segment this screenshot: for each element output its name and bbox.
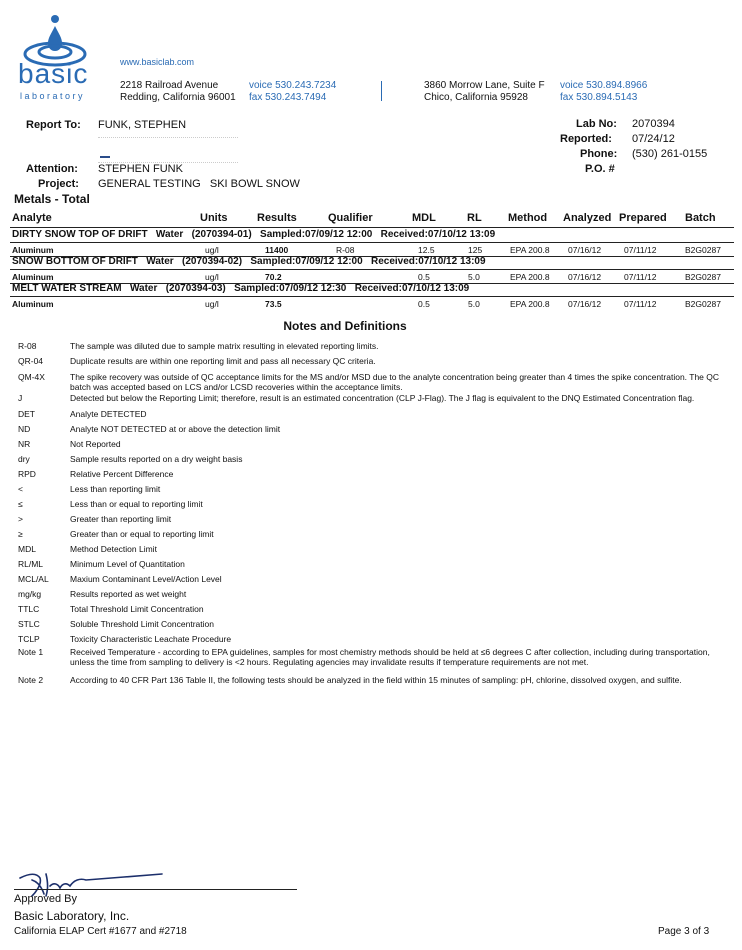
logo-word: basic xyxy=(18,58,89,89)
cell-analyte: Aluminum xyxy=(12,245,54,255)
note-row xyxy=(0,439,742,453)
cell-batch: B2G0287 xyxy=(685,245,721,255)
attention-label: Attention: xyxy=(26,163,78,175)
note-row xyxy=(0,469,742,483)
report-to-label: Report To: xyxy=(26,119,81,131)
report-to-value: FUNK, STEPHEN xyxy=(98,119,187,131)
note-desc: Less than reporting limit xyxy=(70,484,161,494)
note-row xyxy=(0,484,742,498)
note-desc: Detected but below the Reporting Limit; therefore, result is an estimated concentration (CLP J-Flag). The J flag is equivalent to the DNQ Estimated Concentration flag. xyxy=(70,393,695,403)
page-number: Page 3 of 3 xyxy=(658,926,710,937)
cell-result: 11400 xyxy=(265,245,289,255)
col-analyzed: Analyzed xyxy=(563,212,612,224)
note-code: RL/ML xyxy=(18,559,44,569)
cell-method: EPA 200.8 xyxy=(510,299,550,309)
note-code: MCL/AL xyxy=(18,574,49,584)
voice-redding: voice 530.243.7234 xyxy=(249,80,337,91)
cell-result: 70.2 xyxy=(265,272,282,282)
note-code: ≥ xyxy=(18,529,23,539)
redacted-address xyxy=(98,137,238,163)
phone-label: Phone: xyxy=(580,148,618,160)
note-row xyxy=(0,619,742,633)
note-row xyxy=(0,574,742,588)
note-row xyxy=(0,424,742,438)
address-chico-line1: 3860 Morrow Lane, Suite F xyxy=(424,80,545,91)
note-code: dry xyxy=(18,454,30,464)
lab-no-value: 2070394 xyxy=(632,118,675,130)
note-code: ND xyxy=(18,424,31,434)
address-redding-line1: 2218 Railroad Avenue xyxy=(120,80,219,91)
col-method: Method xyxy=(508,212,548,224)
cell-method: EPA 200.8 xyxy=(510,245,550,255)
note-desc: Sample results reported on a dry weight basis xyxy=(70,454,243,464)
note-row xyxy=(0,454,742,468)
cell-mdl: 12.5 xyxy=(418,245,435,255)
sample-rule xyxy=(10,296,734,297)
col-qualifier: Qualifier xyxy=(328,212,373,224)
note-desc: The sample was diluted due to sample matrix resulting in elevated reporting limits. xyxy=(70,341,379,351)
address-chico-line2: Chico, California 95928 xyxy=(424,92,528,103)
cell-rl: 125 xyxy=(468,245,483,255)
attention-value: STEPHEN FUNK xyxy=(98,163,183,175)
note-row xyxy=(0,647,742,667)
website: www.basiclab.com xyxy=(120,57,195,67)
sample-header: MELT WATER STREAM Water (2070394-03) Sampled:07/09/12 12:30 Received:07/10/12 13:09 xyxy=(12,283,470,294)
cell-result: 73.5 xyxy=(265,299,282,309)
note-row xyxy=(0,409,742,423)
col-results: Results xyxy=(257,212,297,224)
col-units: Units xyxy=(200,212,228,224)
approved-by-label: Approved By xyxy=(14,893,77,905)
note-row xyxy=(0,341,742,355)
cell-units: ug/l xyxy=(205,299,219,309)
cell-method: EPA 200.8 xyxy=(510,272,550,282)
note-row xyxy=(0,559,742,573)
note-code: STLC xyxy=(18,619,40,629)
cell-batch: B2G0287 xyxy=(685,272,721,282)
cell-batch: B2G0287 xyxy=(685,299,721,309)
cell-analyzed: 07/16/12 xyxy=(568,299,602,309)
cell-prepared: 07/11/12 xyxy=(624,299,657,309)
note-code: Note 1 xyxy=(18,647,44,657)
cell-analyte: Aluminum xyxy=(12,299,54,309)
note-code: > xyxy=(18,514,23,524)
note-desc: Duplicate results are within one reporting limit and pass all necessary QC criteria. xyxy=(70,356,376,366)
signature-line xyxy=(14,889,297,890)
phone-value: (530) 261-0155 xyxy=(632,148,708,160)
note-desc: Not Reported xyxy=(70,439,121,449)
col-mdl: MDL xyxy=(412,212,436,224)
address-divider xyxy=(381,81,382,101)
project-label: Project: xyxy=(38,178,79,190)
cell-rl: 5.0 xyxy=(468,299,480,309)
col-analyte: Analyte xyxy=(12,212,52,224)
col-batch: Batch xyxy=(685,212,716,224)
table-header-rule xyxy=(10,227,734,228)
logo-sub: laboratory xyxy=(20,91,86,101)
note-row xyxy=(0,393,742,407)
note-desc: Less than or equal to reporting limit xyxy=(70,499,203,509)
note-desc: Method Detection Limit xyxy=(70,544,157,554)
note-code: TTLC xyxy=(18,604,40,614)
po-label: P.O. # xyxy=(585,163,615,175)
note-code: NR xyxy=(18,439,31,449)
cell-analyzed: 07/16/12 xyxy=(568,272,602,282)
elap-cert: California ELAP Cert #1677 and #2718 xyxy=(14,926,187,937)
address-redding-line2: Redding, California 96001 xyxy=(120,92,236,103)
cell-mdl: 0.5 xyxy=(418,299,430,309)
note-code: < xyxy=(18,484,23,494)
note-row xyxy=(0,372,742,392)
redacted-mark xyxy=(100,156,110,158)
project-value: GENERAL TESTING SKI BOWL SNOW xyxy=(98,178,300,190)
col-rl: RL xyxy=(467,212,482,224)
note-desc: According to 40 CFR Part 136 Table II, the following tests should be analyzed in the field within 15 minutes of sampling: pH, chlorine, dissolved oxygen, and sulfite. xyxy=(70,675,682,685)
company-name: Basic Laboratory, Inc. xyxy=(14,909,130,923)
note-code: R-08 xyxy=(18,341,37,351)
reported-label: Reported: xyxy=(560,133,612,145)
note-code: MDL xyxy=(18,544,36,554)
note-code: DET xyxy=(18,409,35,419)
cell-units: ug/l xyxy=(205,245,219,255)
note-desc: Soluble Threshold Limit Concentration xyxy=(70,619,214,629)
cell-analyte: Aluminum xyxy=(12,272,54,282)
sample-rule xyxy=(10,269,734,270)
note-desc: Relative Percent Difference xyxy=(70,469,174,479)
note-code: mg/kg xyxy=(18,589,42,599)
note-row xyxy=(0,514,742,528)
cell-units: ug/l xyxy=(205,272,219,282)
note-code: QR-04 xyxy=(18,356,44,366)
note-row xyxy=(0,544,742,558)
note-row xyxy=(0,589,742,603)
note-desc: Maxium Contaminant Level/Action Level xyxy=(70,574,222,584)
note-desc: Total Threshold Limit Concentration xyxy=(70,604,204,614)
note-code: ≤ xyxy=(18,499,23,509)
sample-header: DIRTY SNOW TOP OF DRIFT Water (2070394-01) Sampled:07/09/12 12:00 Received:07/10/12 13:09 xyxy=(12,229,496,240)
note-row xyxy=(0,529,742,543)
col-prepared: Prepared xyxy=(619,212,667,224)
note-desc: Minimum Level of Quantitation xyxy=(70,559,185,569)
cell-prepared: 07/11/12 xyxy=(624,272,657,282)
note-desc: Analyte DETECTED xyxy=(70,409,147,419)
reported-value: 07/24/12 xyxy=(632,133,675,145)
notes-title: Notes and Definitions xyxy=(283,319,407,333)
sample-header: SNOW BOTTOM OF DRIFT Water (2070394-02) Sampled:07/09/12 12:00 Received:07/10/12 13:09 xyxy=(12,256,486,267)
note-desc: Results reported as wet weight xyxy=(70,589,187,599)
note-desc: Greater than reporting limit xyxy=(70,514,172,524)
note-code: TCLP xyxy=(18,634,40,644)
note-row xyxy=(0,499,742,513)
cell-rl: 5.0 xyxy=(468,272,480,282)
section-title: Metals - Total xyxy=(14,192,90,206)
note-code: RPD xyxy=(18,469,36,479)
note-desc: Greater than or equal to reporting limit xyxy=(70,529,214,539)
lab-no-label: Lab No: xyxy=(576,118,617,130)
note-desc: Received Temperature - according to EPA guidelines, samples for most chemistry methods should be held at ≤6 degrees C after collection, including during transportation, unless the time from sampling to delivery is <2 hours. Regulating agencies may invalidate results if temperature requirements are not met. xyxy=(70,647,710,667)
cell-prepared: 07/11/12 xyxy=(624,245,657,255)
note-row xyxy=(0,356,742,370)
fax-chico: fax 530.894.5143 xyxy=(560,92,638,103)
voice-chico: voice 530.894.8966 xyxy=(560,80,648,91)
cell-analyzed: 07/16/12 xyxy=(568,245,602,255)
fax-redding: fax 530.243.7494 xyxy=(249,92,327,103)
note-code: Note 2 xyxy=(18,675,44,685)
cell-mdl: 0.5 xyxy=(418,272,430,282)
note-desc: Toxicity Characteristic Leachate Procedure xyxy=(70,634,232,644)
note-row xyxy=(0,604,742,618)
sample-rule xyxy=(10,242,734,243)
note-desc: The spike recovery was outside of QC acceptance limits for the MS and/or MSD due to the analyte concentration being greater than 4 times the spike concentration. The QC batch was accepted based on LCS and/or LCSD recoveries within the acceptance limits. xyxy=(70,372,720,392)
cell-qualifier: R-08 xyxy=(336,245,355,255)
note-row xyxy=(0,634,742,648)
note-desc: Analyte NOT DETECTED at or above the detection limit xyxy=(70,424,281,434)
note-row xyxy=(0,675,742,689)
note-code: QM-4X xyxy=(18,372,45,382)
note-code: J xyxy=(18,393,23,403)
